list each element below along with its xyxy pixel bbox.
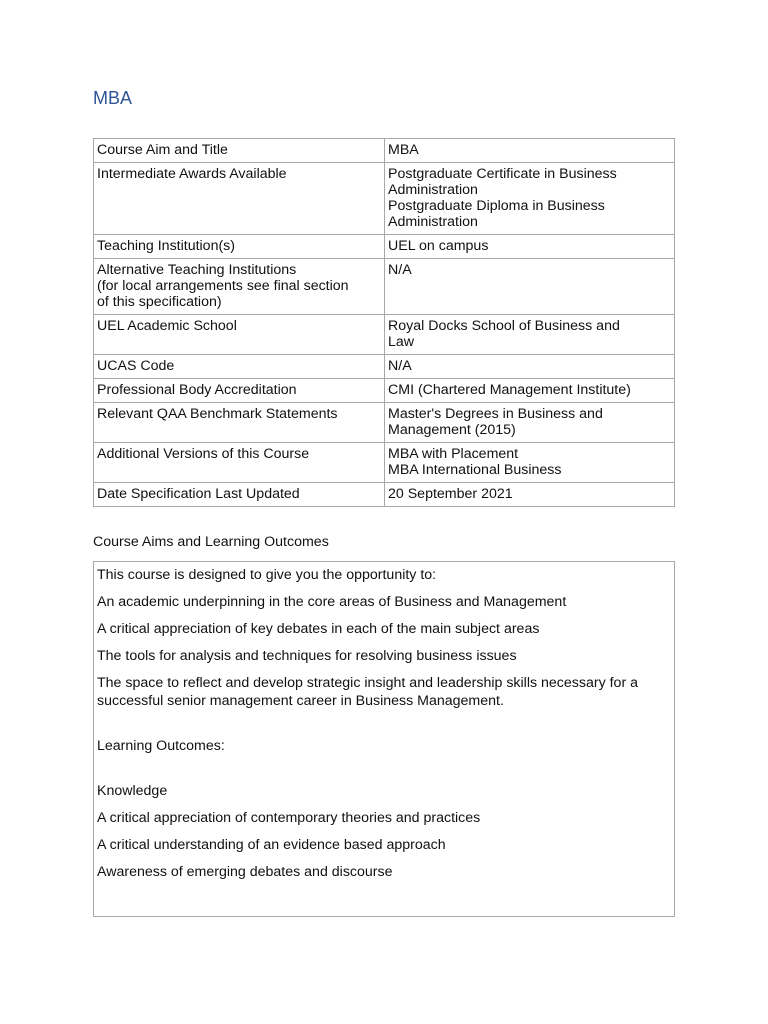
spec-value: [385, 235, 675, 259]
spec-label: [94, 379, 385, 403]
spec-row: [94, 315, 675, 355]
spec-value-line: N/A: [388, 358, 412, 374]
spec-value-line: CMI (Chartered Management Institute): [388, 382, 631, 398]
spec-value-line: Administration: [388, 182, 478, 198]
aims-outcomes-box: [93, 561, 675, 917]
spec-value-line: Postgraduate Certificate in Business: [388, 166, 617, 182]
knowledge-item: Awareness of emerging debates and discourse: [97, 864, 393, 880]
spec-value-line: UEL on campus: [388, 238, 489, 254]
knowledge-item: A critical appreciation of contemporary theories and practices: [97, 810, 481, 826]
spec-label-line: Teaching Institution(s): [97, 238, 236, 254]
spec-row: [94, 235, 675, 259]
spec-label: [94, 163, 385, 235]
spec-label: [94, 235, 385, 259]
spec-label: [94, 443, 385, 483]
spec-value-line: 20 September 2021: [388, 486, 513, 502]
aims-intro: This course is designed to give you the opportunity to:: [97, 567, 437, 583]
spec-row: [94, 163, 675, 235]
spec-label: [94, 355, 385, 379]
page-title: MBA: [93, 88, 133, 108]
spec-label-line: Intermediate Awards Available: [97, 166, 287, 182]
spec-row: [94, 379, 675, 403]
spec-value-line: MBA with Placement: [388, 446, 519, 462]
spec-value: [385, 443, 675, 483]
spec-value: [385, 403, 675, 443]
spec-value: [385, 315, 675, 355]
spec-label: [94, 259, 385, 315]
spec-label: [94, 315, 385, 355]
spec-value-line: Postgraduate Diploma in Business: [388, 198, 605, 214]
spec-label-line: of this specification): [97, 294, 222, 310]
spec-value-line: Law: [388, 334, 415, 350]
spec-label: [94, 139, 385, 163]
section-heading-aims: Course Aims and Learning Outcomes: [93, 534, 329, 550]
spec-value-line: N/A: [388, 262, 412, 278]
aim-item: The space to reflect and develop strategic insight and leadership skills necessary for a successful senior management career in Business Management.: [97, 675, 638, 709]
spec-value-line: Master's Degrees in Business and: [388, 406, 603, 422]
spec-row: [94, 403, 675, 443]
spec-label-line: UCAS Code: [97, 358, 175, 374]
spec-label-line: (for local arrangements see final section: [97, 278, 349, 294]
spec-label-line: UEL Academic School: [97, 318, 237, 334]
spec-row: [94, 355, 675, 379]
spec-label-line: Professional Body Accreditation: [97, 382, 297, 398]
spec-row: [94, 483, 675, 507]
learning-outcomes-heading: Learning Outcomes:: [97, 738, 225, 754]
spec-label-line: Alternative Teaching Institutions: [97, 262, 297, 278]
knowledge-heading: Knowledge: [97, 783, 168, 799]
spec-value-line: Administration: [388, 214, 478, 230]
spec-label: [94, 403, 385, 443]
spec-value: [385, 163, 675, 235]
course-spec-table: [93, 138, 675, 507]
spec-row: [94, 139, 675, 163]
spec-label-line: Date Specification Last Updated: [97, 486, 300, 502]
spec-value-line: Royal Docks School of Business and: [388, 318, 620, 334]
spec-label-line: Course Aim and Title: [97, 142, 228, 158]
aim-item: A critical appreciation of key debates in each of the main subject areas: [97, 621, 540, 637]
spec-row: [94, 259, 675, 315]
spec-value: [385, 139, 675, 163]
spec-value: [385, 483, 675, 507]
spec-label-line: Relevant QAA Benchmark Statements: [97, 406, 338, 422]
knowledge-item: A critical understanding of an evidence based approach: [97, 837, 446, 853]
spec-value: [385, 355, 675, 379]
spec-row: [94, 443, 675, 483]
spec-value-line: Management (2015): [388, 422, 516, 438]
spec-value: [385, 379, 675, 403]
aim-item: The tools for analysis and techniques for resolving business issues: [97, 648, 517, 664]
aim-item: An academic underpinning in the core areas of Business and Management: [97, 594, 567, 610]
spec-value-line: MBA International Business: [388, 462, 562, 478]
spec-label-line: Additional Versions of this Course: [97, 446, 310, 462]
spec-value: [385, 259, 675, 315]
spec-label: [94, 483, 385, 507]
spec-value-line: MBA: [388, 142, 419, 158]
